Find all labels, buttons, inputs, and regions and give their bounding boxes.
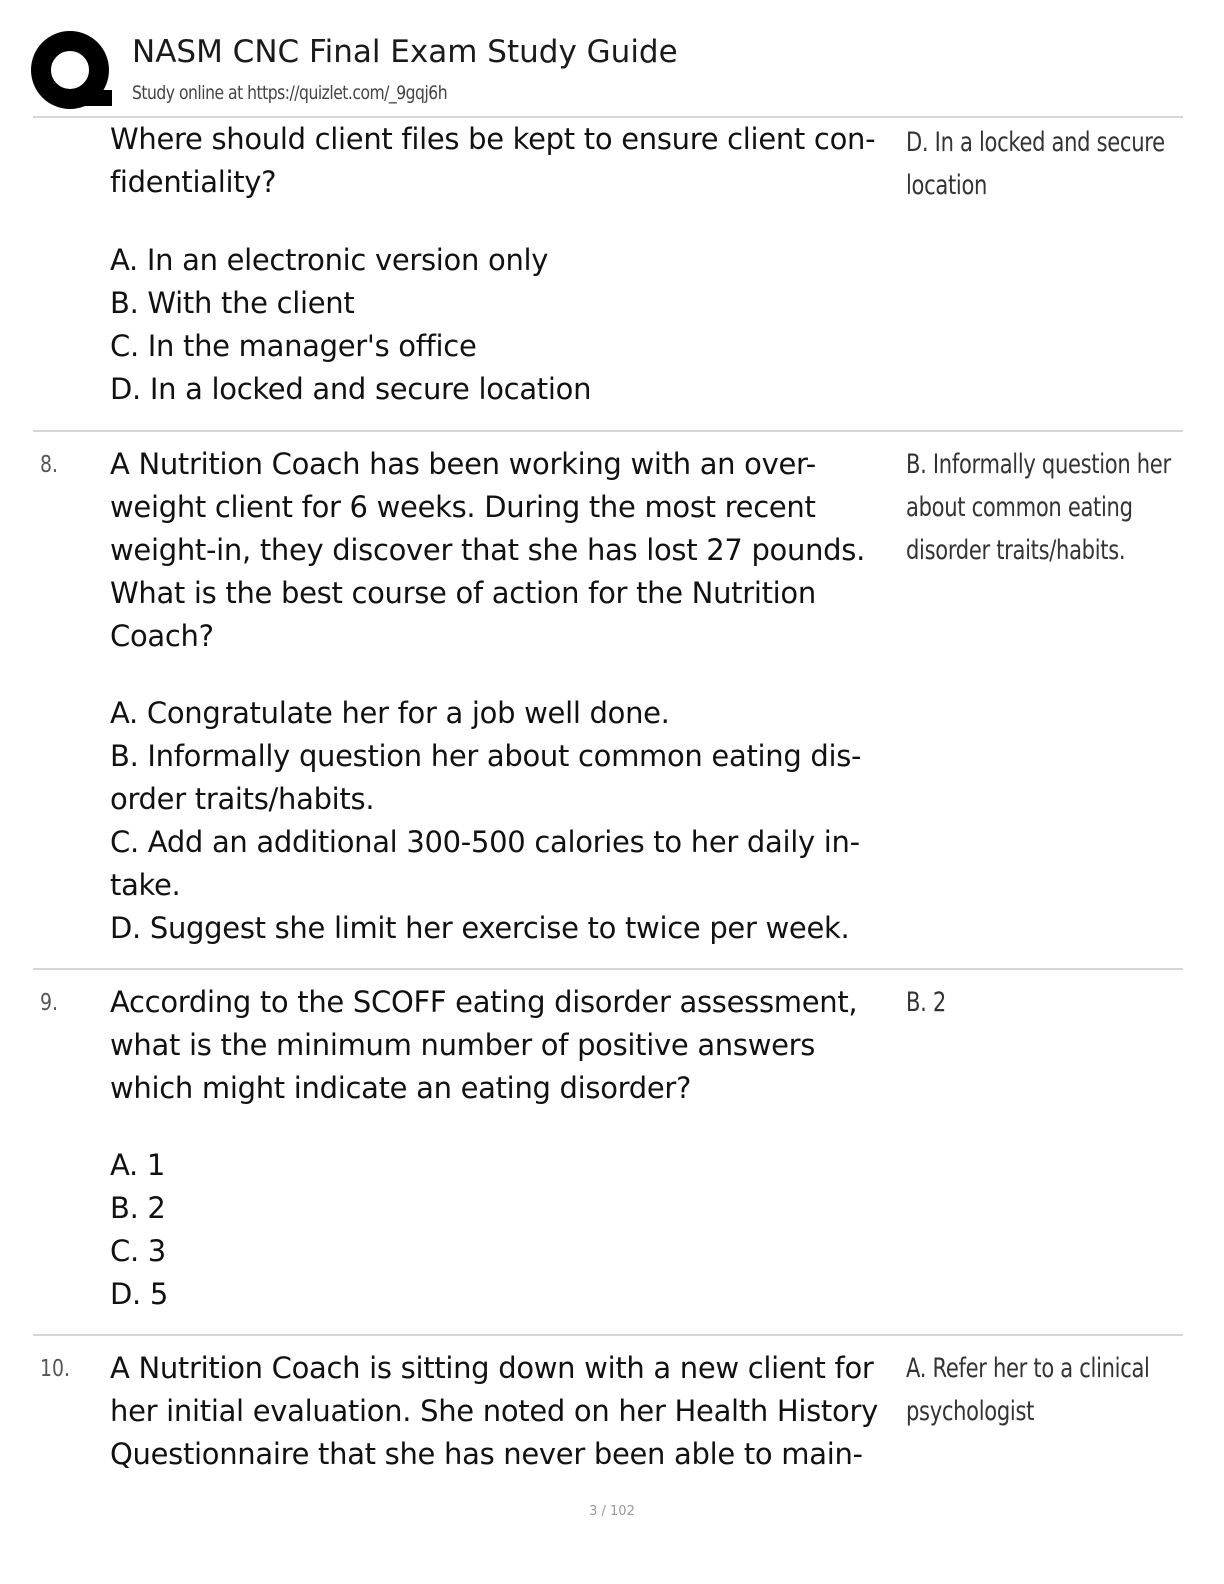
page-number: 3 / 102 <box>589 1504 635 1519</box>
answer-options <box>110 239 900 411</box>
question-line: fidentiality? <box>110 165 277 199</box>
question-number: 10. <box>40 1356 70 1382</box>
answer-options <box>110 692 900 950</box>
option-line: D. Suggest she limit her exercise to twice per week. <box>110 911 850 945</box>
option-line: take. <box>110 868 181 902</box>
answer-line: disorder traits/habits. <box>906 535 1126 566</box>
answer-line: A. Refer her to a clinical <box>906 1353 1150 1384</box>
option-line: B. Informally question her about common eating dis- <box>110 739 862 773</box>
quizlet-logo-icon <box>30 30 114 114</box>
correct-answer <box>906 981 1206 1024</box>
answer-line: D. In a locked and secure <box>906 127 1165 158</box>
divider <box>33 430 1183 432</box>
option-line: B. 2 <box>110 1191 166 1225</box>
question-line: Coach? <box>110 619 214 653</box>
correct-answer <box>906 443 1206 572</box>
question-line: Where should client files be kept to ensure client con- <box>110 122 876 156</box>
correct-answer <box>906 1347 1206 1433</box>
option-line: C. 3 <box>110 1234 166 1268</box>
question-number: 9. <box>40 990 59 1016</box>
question-line: What is the best course of action for the Nutrition <box>110 576 816 610</box>
document-title: NASM CNC Final Exam Study Guide <box>132 34 678 70</box>
answer-line: about common eating <box>906 492 1133 523</box>
divider <box>33 968 1183 970</box>
question-line: A Nutrition Coach has been working with an over- <box>110 447 816 481</box>
option-line: A. Congratulate her for a job well done. <box>110 696 670 730</box>
option-line: order traits/habits. <box>110 782 375 816</box>
answer-line: B. 2 <box>906 987 946 1018</box>
correct-answer <box>906 121 1206 207</box>
question-text <box>110 981 900 1110</box>
question-text <box>110 443 900 658</box>
question-line: According to the SCOFF eating disorder assessment, <box>110 985 858 1019</box>
option-line: C. In the manager's office <box>110 329 477 363</box>
answer-line: location <box>906 170 988 201</box>
document-subtitle: Study online at https://quizlet.com/_9gqj6h <box>132 82 448 104</box>
option-line: C. Add an additional 300-500 calories to her daily in- <box>110 825 860 859</box>
answer-line: psychologist <box>906 1396 1035 1427</box>
question-number: 8. <box>40 452 59 478</box>
question-line: her initial evaluation. She noted on her Health History <box>110 1394 878 1428</box>
option-line: B. With the client <box>110 286 355 320</box>
question-line: which might indicate an eating disorder? <box>110 1071 692 1105</box>
divider <box>33 1334 1183 1336</box>
question-line: what is the minimum number of positive answers <box>110 1028 816 1062</box>
option-line: A. 1 <box>110 1148 166 1182</box>
document-header <box>0 0 1224 118</box>
question-line: A Nutrition Coach is sitting down with a new client for <box>110 1351 874 1385</box>
question-line: weight-in, they discover that she has lost 27 pounds. <box>110 533 865 567</box>
question-text <box>110 1347 900 1476</box>
answer-line: B. Informally question her <box>906 449 1171 480</box>
option-line: A. In an electronic version only <box>110 243 549 277</box>
question-line: Questionnaire that she has never been able to main- <box>110 1437 863 1471</box>
option-line: D. 5 <box>110 1277 169 1311</box>
question-line: weight client for 6 weeks. During the most recent <box>110 490 816 524</box>
option-line: D. In a locked and secure location <box>110 372 592 406</box>
question-text <box>110 118 900 204</box>
answer-options <box>110 1144 900 1316</box>
